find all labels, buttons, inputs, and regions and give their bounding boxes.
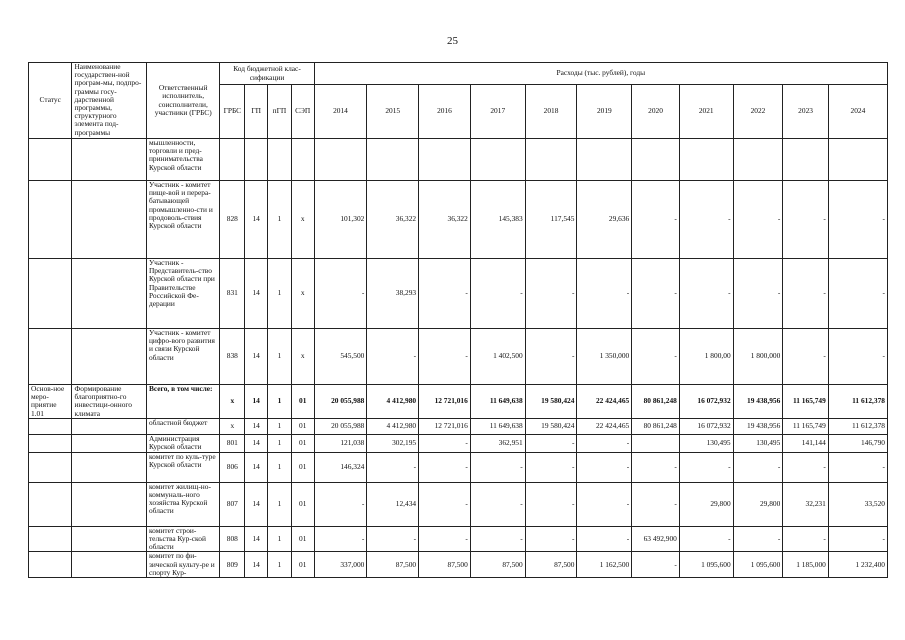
value-cell: - [632,452,680,482]
code-cell: 01 [291,418,314,434]
header-year: 2017 [470,85,525,139]
value-cell: 1 402,500 [470,329,525,385]
program-name-cell [72,181,147,259]
value-cell [314,139,367,181]
code-cell: х [220,385,245,419]
program-name-cell [72,452,147,482]
value-cell: - [525,482,577,526]
status-cell [29,552,72,578]
value-cell: 87,500 [525,552,577,578]
value-cell: - [314,526,367,552]
value-cell: 101,302 [314,181,367,259]
table-row [29,385,888,419]
header-status: Статус [29,63,72,139]
value-cell: - [419,526,471,552]
header-year: 2022 [733,85,783,139]
value-cell: 36,322 [419,181,471,259]
header-year: 2018 [525,85,577,139]
header-code-col: пГП [268,85,292,139]
program-name-cell [72,139,147,181]
executor-cell: Администрация Курской области [146,434,219,452]
program-name-cell: Формирование благоприятно-го инвестици-онного климата [72,385,147,419]
code-cell: 14 [245,385,268,419]
table-row [29,259,888,329]
value-cell: - [577,526,632,552]
program-name-cell [72,482,147,526]
value-cell: 11 649,638 [470,418,525,434]
value-cell: 11 612,378 [828,418,887,434]
table-row [29,434,888,452]
value-cell: - [828,329,887,385]
value-cell: 130,495 [679,434,733,452]
status-cell [29,482,72,526]
value-cell: - [577,434,632,452]
value-cell: 362,951 [470,434,525,452]
value-cell: 33,520 [828,482,887,526]
code-cell: 14 [245,418,268,434]
header-code-col: ГП [245,85,268,139]
value-cell: - [733,526,783,552]
code-cell: 14 [245,329,268,385]
value-cell: 29,636 [577,181,632,259]
value-cell: 4 412,980 [367,418,419,434]
value-cell: - [525,259,577,329]
table-row [29,482,888,526]
executor-cell: комитет жилищ-но-коммуналь-ного хозяйства Курской области [146,482,219,526]
value-cell: - [367,526,419,552]
value-cell: 1 095,600 [733,552,783,578]
value-cell: - [470,452,525,482]
value-cell: - [783,259,829,329]
code-cell: 1 [268,259,292,329]
value-cell: 87,500 [470,552,525,578]
value-cell [632,434,680,452]
status-cell [29,526,72,552]
value-cell [679,139,733,181]
code-cell [220,139,245,181]
value-cell: - [367,452,419,482]
value-cell [577,139,632,181]
value-cell: - [419,329,471,385]
value-cell: 1 800,000 [733,329,783,385]
code-cell: 01 [291,434,314,452]
value-cell: - [525,329,577,385]
program-name-cell [72,259,147,329]
value-cell: 1 232,400 [828,552,887,578]
value-cell: 145,383 [470,181,525,259]
status-cell [29,259,72,329]
value-cell: 38,293 [367,259,419,329]
value-cell: 20 055,988 [314,385,367,419]
program-name-cell [72,434,147,452]
value-cell: - [783,452,829,482]
value-cell: 141,144 [783,434,829,452]
value-cell: - [828,452,887,482]
value-cell [632,139,680,181]
value-cell: 146,324 [314,452,367,482]
code-cell: 1 [268,552,292,578]
value-cell: - [632,552,680,578]
code-cell: 14 [245,181,268,259]
code-cell: 01 [291,385,314,419]
value-cell [828,139,887,181]
executor-cell: областной бюджет [146,418,219,434]
code-cell: 801 [220,434,245,452]
value-cell [470,139,525,181]
value-cell: 20 055,988 [314,418,367,434]
header-year: 2019 [577,85,632,139]
value-cell: 22 424,465 [577,385,632,419]
code-cell: 1 [268,385,292,419]
code-cell: 01 [291,482,314,526]
code-cell: 831 [220,259,245,329]
header-year: 2021 [679,85,733,139]
value-cell: - [828,181,887,259]
value-cell: 1 162,500 [577,552,632,578]
code-cell: 01 [291,526,314,552]
header-year: 2015 [367,85,419,139]
header-year: 2023 [783,85,829,139]
value-cell: 12,434 [367,482,419,526]
value-cell: 11 165,749 [783,385,829,419]
value-cell: 1 800,00 [679,329,733,385]
value-cell: - [470,259,525,329]
value-cell: - [632,482,680,526]
value-cell: 29,800 [679,482,733,526]
value-cell: - [419,452,471,482]
value-cell: 337,000 [314,552,367,578]
status-cell [29,452,72,482]
executor-cell: Участник - комитет пище-вой и перера-батывающей промышленно-сти и продоволь-ствия Курской области [146,181,219,259]
code-cell: 14 [245,552,268,578]
value-cell: 130,495 [733,434,783,452]
code-cell: х [220,418,245,434]
value-cell: - [733,181,783,259]
value-cell: - [577,452,632,482]
header-year: 2024 [828,85,887,139]
program-name-cell [72,526,147,552]
value-cell: - [525,526,577,552]
value-cell: - [525,452,577,482]
code-cell [268,139,292,181]
value-cell: - [679,181,733,259]
value-cell: 87,500 [367,552,419,578]
code-cell [245,139,268,181]
header-executor: Ответственный исполнитель, соисполнители, участники (ГРБС) [146,63,219,139]
value-cell: 63 492,900 [632,526,680,552]
value-cell: - [419,482,471,526]
code-cell: 809 [220,552,245,578]
value-cell: 22 424,465 [577,418,632,434]
code-cell: 806 [220,452,245,482]
code-cell: 1 [268,418,292,434]
value-cell: 11 612,378 [828,385,887,419]
value-cell: 1 350,000 [577,329,632,385]
table-row [29,329,888,385]
code-cell: 14 [245,434,268,452]
value-cell: 1 185,000 [783,552,829,578]
code-cell: 01 [291,452,314,482]
value-cell: - [632,329,680,385]
value-cell: 4 412,980 [367,385,419,419]
table-row [29,452,888,482]
code-cell: 1 [268,482,292,526]
status-cell: Основ-ное меро-приятие 1.01 [29,385,72,419]
status-cell [29,434,72,452]
value-cell: - [525,434,577,452]
value-cell: - [783,329,829,385]
value-cell: 87,500 [419,552,471,578]
value-cell: - [632,259,680,329]
value-cell: 1 095,600 [679,552,733,578]
value-cell: - [577,482,632,526]
value-cell: 12 721,016 [419,418,471,434]
value-cell: - [367,329,419,385]
code-cell: 14 [245,259,268,329]
code-cell: 808 [220,526,245,552]
value-cell: - [632,181,680,259]
value-cell: 302,195 [367,434,419,452]
value-cell: 19 438,956 [733,385,783,419]
value-cell: - [679,452,733,482]
code-cell: 1 [268,329,292,385]
executor-cell: комитет по фи-зической культу-ре и спорту Кур- [146,552,219,578]
value-cell: - [733,259,783,329]
code-cell: 1 [268,434,292,452]
header-code-col: СЭП [291,85,314,139]
value-cell: - [679,259,733,329]
code-cell: 14 [245,452,268,482]
value-cell: - [470,482,525,526]
header-name: Наименование государствен-ной програм-мы, подпро-граммы госу-дарственной программы, структурного элемента под-программы [72,63,147,139]
value-cell: - [783,181,829,259]
value-cell: 19 580,424 [525,418,577,434]
value-cell: 146,790 [828,434,887,452]
code-cell: 14 [245,482,268,526]
code-cell: 1 [268,181,292,259]
header-year: 2016 [419,85,471,139]
value-cell: - [679,526,733,552]
code-cell: х [291,329,314,385]
value-cell: - [470,526,525,552]
value-cell: - [783,526,829,552]
value-cell: 545,500 [314,329,367,385]
code-cell [291,139,314,181]
code-cell: 807 [220,482,245,526]
executor-cell: Всего, в том числе: [146,385,219,419]
executor-cell: мышленности, торговли и пред-принимательства Курской области [146,139,219,181]
value-cell: 80 861,248 [632,418,680,434]
table-row [29,526,888,552]
table-row [29,418,888,434]
header-code-group: Код бюджетной клас-сификации [220,63,314,85]
value-cell: 32,231 [783,482,829,526]
value-cell: - [419,259,471,329]
value-cell [733,139,783,181]
budget-table [28,62,888,578]
value-cell: 117,545 [525,181,577,259]
code-cell: 1 [268,452,292,482]
status-cell [29,329,72,385]
header-expenses-group: Расходы (тыс. рублей), годы [314,63,887,85]
code-cell: х [291,259,314,329]
table-row [29,181,888,259]
value-cell: - [314,259,367,329]
executor-cell: Участник - Представитель-ство Курской области при Правительстве Российской Фе-дерации [146,259,219,329]
program-name-cell [72,552,147,578]
executor-cell: комитет по куль-туре Курской области [146,452,219,482]
value-cell [783,139,829,181]
value-cell: - [419,434,471,452]
header-year: 2020 [632,85,680,139]
code-cell: 1 [268,526,292,552]
value-cell: 29,800 [733,482,783,526]
value-cell: 11 165,749 [783,418,829,434]
value-cell: 12 721,016 [419,385,471,419]
value-cell: - [577,259,632,329]
value-cell: 19 438,956 [733,418,783,434]
status-cell [29,139,72,181]
value-cell: 19 580,424 [525,385,577,419]
value-cell: 80 861,248 [632,385,680,419]
code-cell: 838 [220,329,245,385]
value-cell [419,139,471,181]
status-cell [29,181,72,259]
page-number: 25 [447,35,458,47]
status-cell [29,418,72,434]
program-name-cell [72,418,147,434]
value-cell: - [314,482,367,526]
value-cell: - [828,526,887,552]
header-year: 2014 [314,85,367,139]
value-cell: 121,038 [314,434,367,452]
program-name-cell [72,329,147,385]
executor-cell: Участник - комитет цифро-вого развития и связи Курской области [146,329,219,385]
executor-cell: комитет строи-тельства Кур-ской области [146,526,219,552]
value-cell: - [828,259,887,329]
code-cell: х [291,181,314,259]
code-cell: 01 [291,552,314,578]
value-cell: 36,322 [367,181,419,259]
value-cell [525,139,577,181]
code-cell: 14 [245,526,268,552]
table-row [29,139,888,181]
value-cell: - [733,452,783,482]
code-cell: 828 [220,181,245,259]
table-row [29,552,888,578]
value-cell [367,139,419,181]
value-cell: 11 649,638 [470,385,525,419]
value-cell: 16 072,932 [679,418,733,434]
value-cell: 16 072,932 [679,385,733,419]
header-code-col: ГРБС [220,85,245,139]
